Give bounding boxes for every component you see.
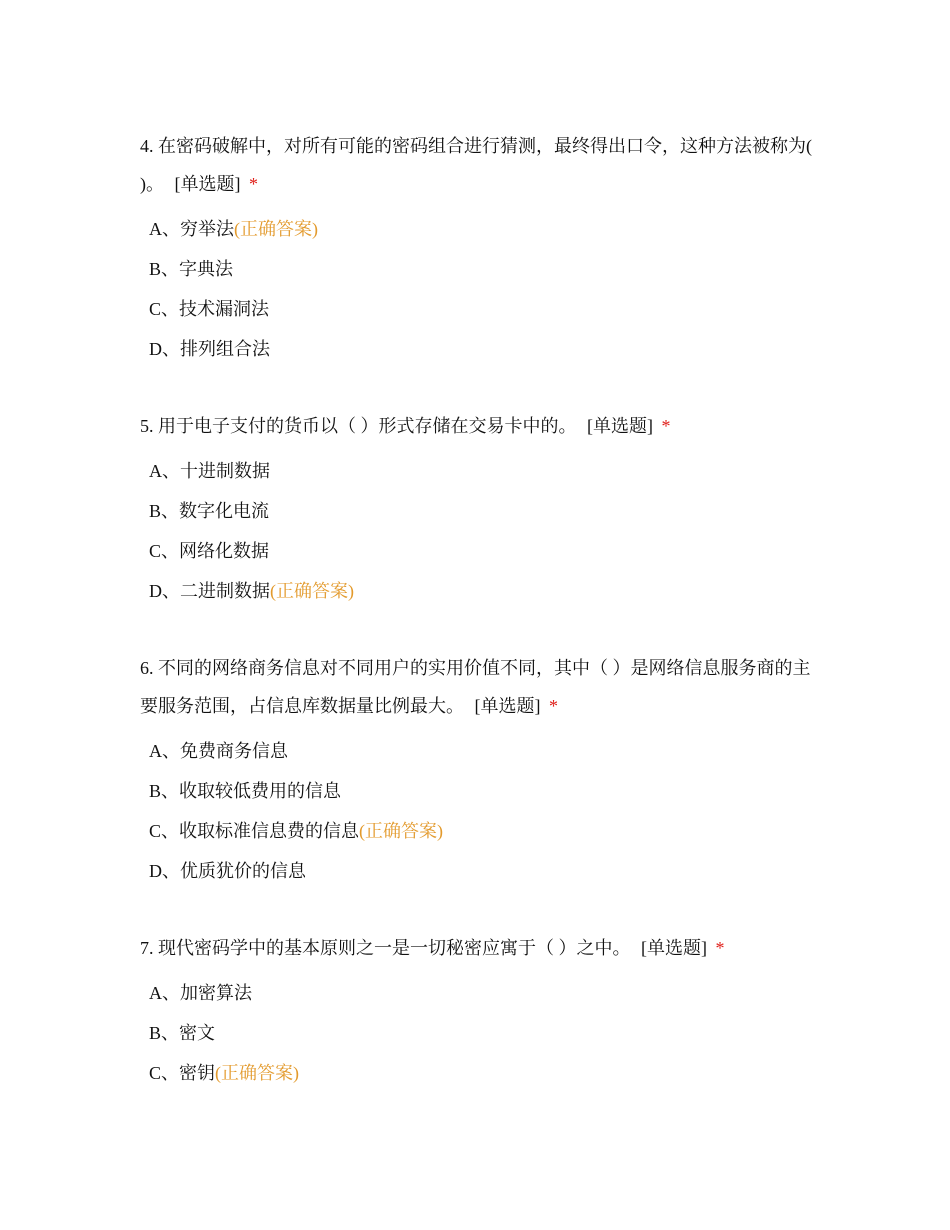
option-letter: A、 <box>149 983 180 1003</box>
option-text: 二进制数据 <box>180 581 270 601</box>
option-c <box>149 531 820 571</box>
option-c <box>149 1053 820 1093</box>
option-b <box>149 491 820 531</box>
option-list <box>149 731 820 891</box>
question-stem <box>140 127 820 203</box>
option-letter: A、 <box>149 219 180 239</box>
question-7 <box>140 929 820 1093</box>
option-text: 网络化数据 <box>179 541 270 561</box>
required-mark: * <box>715 938 725 958</box>
option-d <box>149 851 820 891</box>
correct-answer-mark: (正确答案) <box>270 581 354 601</box>
required-mark: * <box>249 174 258 194</box>
option-text: 密文 <box>179 1023 216 1043</box>
option-c <box>149 289 820 329</box>
option-text: 收取较低费用的信息 <box>179 781 342 801</box>
option-a <box>149 209 820 249</box>
option-list <box>149 451 820 611</box>
option-a <box>149 451 820 491</box>
option-text: 字典法 <box>179 259 234 279</box>
option-letter: B、 <box>149 1023 180 1043</box>
question-type: [单选题] <box>641 938 707 958</box>
option-b <box>149 1013 820 1053</box>
option-list <box>149 209 820 369</box>
option-text: 排列组合法 <box>180 339 270 359</box>
option-letter: A、 <box>149 461 180 481</box>
option-letter: C、 <box>149 541 180 561</box>
option-a <box>149 731 820 771</box>
option-letter: B、 <box>149 501 180 521</box>
option-text: 技术漏洞法 <box>179 299 270 319</box>
option-letter: C、 <box>149 821 180 841</box>
option-letter: D、 <box>149 581 180 601</box>
question-5 <box>140 407 820 611</box>
question-type: [单选题] <box>474 696 541 716</box>
correct-answer-mark: (正确答案) <box>215 1063 300 1083</box>
question-number: 6. <box>140 658 154 678</box>
question-4 <box>140 127 820 369</box>
option-b <box>149 771 820 811</box>
question-text: 现代密码学中的基本原则之一是一切秘密应寓于（ ）之中。 <box>158 938 631 958</box>
correct-answer-mark: (正确答案) <box>234 219 318 239</box>
question-stem <box>140 649 820 725</box>
option-letter: D、 <box>149 861 180 881</box>
question-number: 4. <box>140 136 154 156</box>
question-stem <box>140 929 820 967</box>
question-6 <box>140 649 820 891</box>
option-c <box>149 811 820 851</box>
question-number: 5. <box>140 416 154 436</box>
correct-answer-mark: (正确答案) <box>359 821 444 841</box>
required-mark: * <box>661 416 671 436</box>
option-letter: C、 <box>149 299 180 319</box>
option-text: 密钥 <box>179 1063 216 1083</box>
option-text: 收取标准信息费的信息 <box>179 821 360 841</box>
option-text: 穷举法 <box>180 219 234 239</box>
question-type: [单选题] <box>174 174 241 194</box>
question-stem <box>140 407 820 445</box>
question-type: [单选题] <box>587 416 653 436</box>
question-number: 7. <box>140 938 154 958</box>
option-letter: C、 <box>149 1063 180 1083</box>
option-d <box>149 571 820 611</box>
option-text: 加密算法 <box>180 983 252 1003</box>
option-text: 优质犹价的信息 <box>180 861 306 881</box>
option-list <box>149 973 820 1093</box>
option-text: 免费商务信息 <box>180 741 288 761</box>
option-d <box>149 329 820 369</box>
option-a <box>149 973 820 1013</box>
option-text: 十进制数据 <box>180 461 270 481</box>
option-letter: D、 <box>149 339 180 359</box>
question-text: 在密码破解中，对所有可能的密码组合进行猜测，最终得出口令，这种方法被称为( )。 <box>140 136 812 194</box>
question-text: 不同的网络商务信息对不同用户的实用价值不同，其中（ ）是网络信息服务商的主要服务范围，占信息库数据量比例最大。 <box>140 658 811 716</box>
option-letter: B、 <box>149 259 180 279</box>
required-mark: * <box>549 696 558 716</box>
option-b <box>149 249 820 289</box>
option-letter: A、 <box>149 741 180 761</box>
option-text: 数字化电流 <box>179 501 270 521</box>
question-text: 用于电子支付的货币以（ ）形式存储在交易卡中的。 <box>158 416 577 436</box>
option-letter: B、 <box>149 781 180 801</box>
